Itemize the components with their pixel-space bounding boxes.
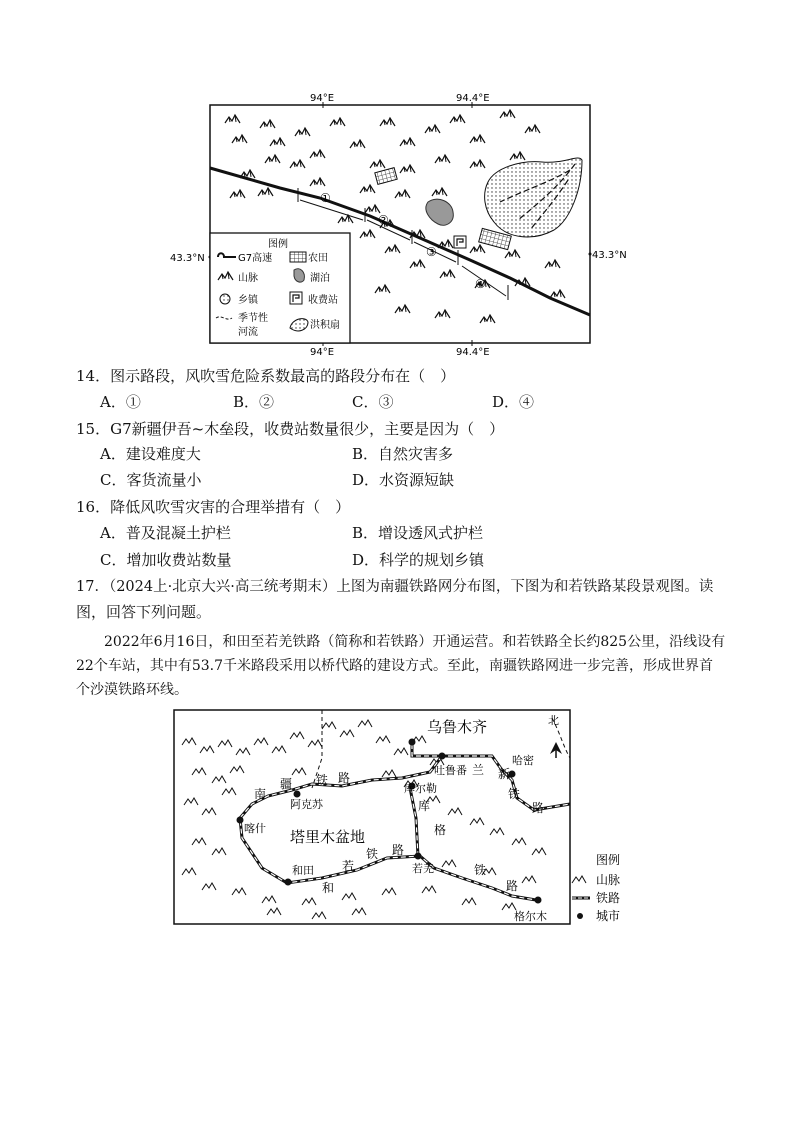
legend-seasonal: 季节性 (238, 313, 268, 324)
north-arrow-icon (550, 742, 562, 758)
map2-legend-mountain: 山脉 (596, 873, 621, 887)
city-hotan: 和田 (292, 864, 314, 877)
q15-option-b[interactable]: B．自然灾害多 (352, 445, 454, 463)
lake (426, 199, 453, 225)
rail-label-jiang: 疆 (280, 777, 293, 791)
railway-line (412, 744, 570, 810)
q15-option-a[interactable]: A．建设难度大 (100, 445, 201, 463)
city-kashgar: 喀什 (244, 822, 266, 835)
rail-label-tie3: 铁 (474, 863, 487, 877)
city-urumqi: 乌鲁木齐 (427, 718, 488, 736)
q15-option-c[interactable]: C．客货流量小 (100, 471, 202, 489)
rail-label-he: 和 (322, 881, 335, 895)
rail-label-lu1: 路 (532, 801, 545, 815)
q14-option-a[interactable]: A．① (100, 393, 141, 411)
legend-river: 河流 (238, 327, 258, 338)
segment-3: ③ (426, 245, 437, 259)
coord-left-lat: 43.3°N (170, 253, 205, 264)
q15-option-d[interactable]: D．水资源短缺 (352, 471, 455, 489)
legend-highway: G7高速 (238, 253, 273, 264)
map2-legend-railway: 铁路 (596, 891, 621, 905)
legend-toll: 收费站 (308, 295, 338, 306)
rail-label-lu4: 路 (392, 843, 405, 857)
legend-title: 图例 (268, 239, 288, 250)
farmland (375, 168, 397, 185)
legend-town: 乡镇 (238, 295, 258, 306)
segment-2: ② (378, 213, 389, 227)
q17-paragraph: 2022年6月16日，和田至若羌铁路（简称和若铁路）开通运营。和若铁路全长约825公里，沿线设有22个车站，其中有53.7千米路段采用以桥代路的建设方式。至此，南疆铁路网进一步完善，形成世界首个沙漠铁路环线。 (76, 634, 726, 698)
map2-legend-title: 图例 (596, 853, 621, 867)
coord-bottom-right: 94.4°E (456, 347, 490, 358)
q17-stem-cont: 图，回答下列问题。 (76, 603, 212, 621)
q14-option-c[interactable]: C．③ (352, 393, 394, 411)
q14-option-b[interactable]: B．② (233, 393, 275, 411)
segment-1: ① (320, 191, 331, 205)
q17-stem: 17．（2024上·北京大兴·高三统考期末）上图为南疆铁路网分布图，下图为和若铁路某段景观图。读 (76, 579, 714, 595)
north-label: 北 (548, 714, 559, 727)
legend-farmland: 农田 (308, 253, 328, 264)
legend-lake: 湖泊 (310, 273, 330, 284)
rail-label-ruo: 若 (342, 859, 355, 873)
q16-option-d[interactable]: D．科学的规划乡镇 (352, 551, 485, 569)
city-turpan: 吐鲁番 (434, 764, 467, 777)
q16-option-c[interactable]: C．增加收费站数量 (100, 551, 232, 569)
map2-legend-city: 城市 (596, 909, 621, 923)
city-aksu: 阿克苏 (290, 798, 323, 811)
rail-label-tie4: 铁 (366, 847, 379, 861)
q14-option-d[interactable]: D．④ (492, 393, 535, 411)
q16-option-a[interactable]: A．普及混凝土护栏 (100, 524, 231, 542)
rail-label-ku: 库 (418, 799, 431, 813)
q15-stem: 15．G7新疆伊吾~木垒段，收费站数量很少，主要是因为（ ） (76, 420, 505, 438)
rail-label-lu3: 路 (506, 879, 519, 893)
city-korla: 库尔勒 (404, 782, 437, 795)
rail-label-tie2: 铁 (316, 773, 329, 787)
rail-label-lu2: 路 (338, 771, 351, 785)
city-ruoqiang: 若羌 (412, 862, 434, 875)
legend-mountain: 山脉 (238, 273, 258, 284)
basin-label: 塔里木盆地 (290, 828, 366, 846)
rail-label-nan: 南 (254, 787, 267, 801)
segment-4: ④ (475, 277, 486, 291)
q14-stem: 14．图示路段，风吹雪危险系数最高的路段分布在（ ） (76, 367, 456, 385)
q16-option-b[interactable]: B．增设透风式护栏 (352, 524, 484, 542)
coord-top-right: 94.4°E (456, 93, 490, 104)
rail-label-tie1: 铁 (508, 787, 521, 801)
coord-bottom-left: 94°E (310, 347, 335, 358)
rail-label-ge: 格 (434, 823, 447, 837)
legend-fan: 洪积扇 (310, 320, 340, 331)
city-golmud: 格尔木 (514, 910, 547, 923)
q16-stem: 16．降低风吹雪灾害的合理举措有（ ） (76, 498, 351, 516)
city-hami: 哈密 (512, 754, 534, 767)
toll-station-icon (454, 236, 466, 248)
coord-right-lat: 43.3°N (592, 250, 627, 261)
south-xinjiang-railway-map (172, 708, 640, 928)
rail-label-xin: 新 (498, 767, 511, 781)
coord-top-left: 94°E (310, 93, 335, 104)
wind-snow-map (170, 90, 640, 360)
rail-label-lan: 兰 (472, 763, 485, 777)
